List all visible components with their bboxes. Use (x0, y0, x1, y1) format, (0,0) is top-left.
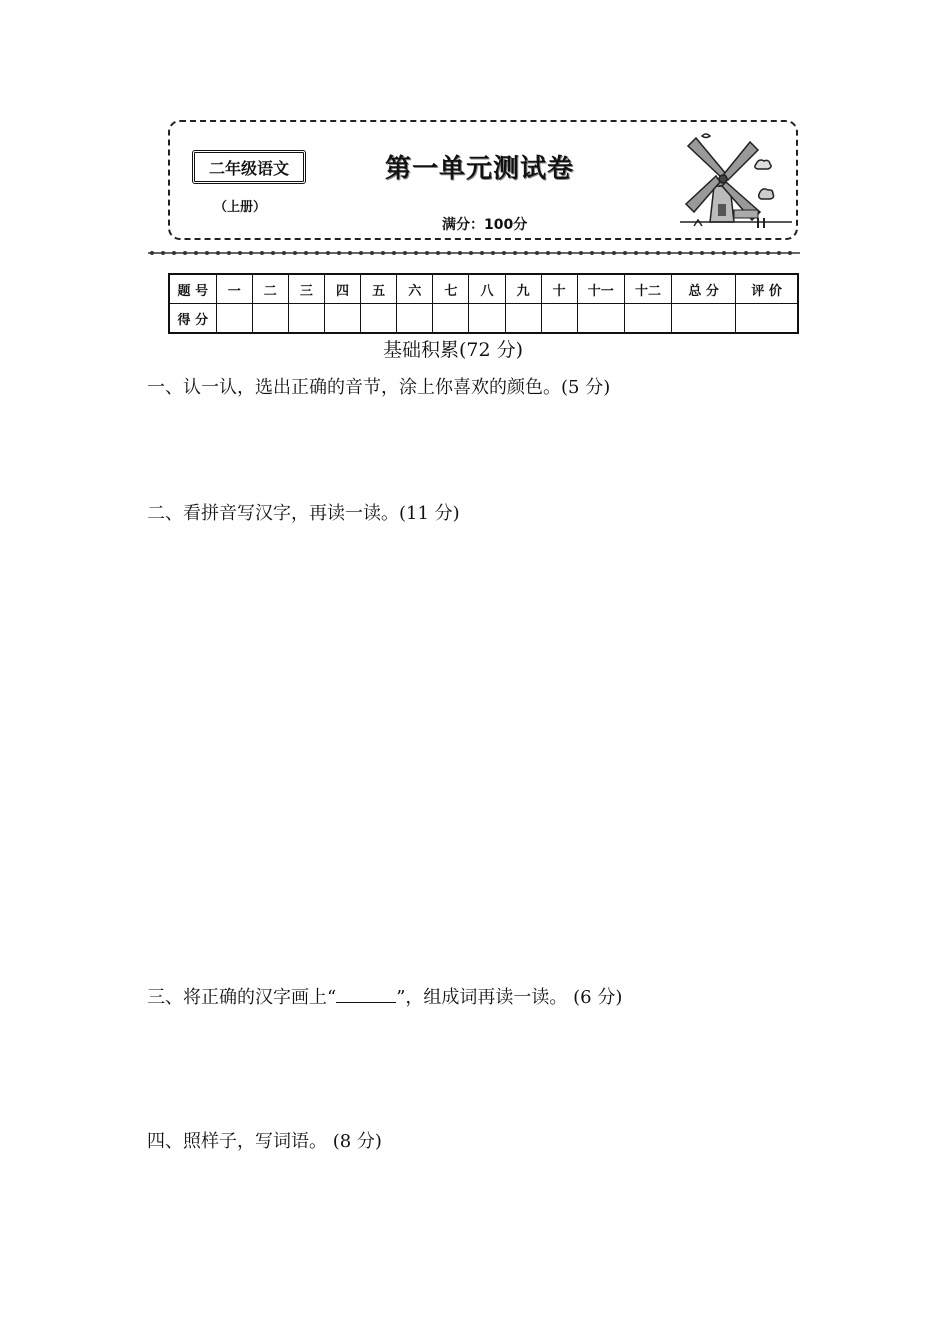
table-cell: 六 (397, 274, 433, 304)
score-input-cell[interactable] (469, 304, 505, 334)
table-cell: 五 (361, 274, 397, 304)
exam-title: 第一单元测试卷 (385, 154, 575, 184)
score-table (168, 273, 799, 334)
section-title: 基础积累(72 分) (383, 339, 524, 361)
table-cell: 七 (433, 274, 469, 304)
grade-badge: 二年级语文 (192, 150, 306, 184)
full-score: 满分：100分 (442, 217, 528, 233)
score-input-cell[interactable] (505, 304, 541, 334)
table-cell: 一 (216, 274, 252, 304)
score-input-cell[interactable] (624, 304, 671, 334)
question-3-text-after: ”，组成词再读一读。 (6 分) (396, 987, 623, 1008)
score-input-cell[interactable] (433, 304, 469, 334)
question-3-text-before: 三、将正确的汉字画上“ (147, 987, 337, 1008)
table-cell: 总 分 (672, 274, 736, 304)
exam-header (168, 120, 798, 240)
table-cell: 十二 (624, 274, 671, 304)
score-input-cell[interactable] (252, 304, 288, 334)
score-input-cell[interactable] (216, 304, 252, 334)
score-table-score-row (169, 304, 798, 334)
table-cell: 二 (252, 274, 288, 304)
score-table-header-row (169, 274, 798, 304)
score-input-cell[interactable] (736, 304, 798, 334)
table-cell: 评 价 (736, 274, 798, 304)
score-input-cell[interactable] (672, 304, 736, 334)
table-cell: 得 分 (169, 304, 216, 334)
score-input-cell[interactable] (288, 304, 324, 334)
windmill-icon (680, 124, 792, 236)
answer-blank (336, 988, 396, 1003)
score-input-cell[interactable] (324, 304, 360, 334)
table-cell: 三 (288, 274, 324, 304)
table-cell: 四 (324, 274, 360, 304)
question-2: 二、看拼音写汉字，再读一读。(11 分) (147, 503, 460, 524)
question-1: 一、认一认，选出正确的音节，涂上你喜欢的颜色。(5 分) (147, 377, 611, 398)
table-cell: 题 号 (169, 274, 216, 304)
score-input-cell[interactable] (541, 304, 577, 334)
table-cell: 九 (505, 274, 541, 304)
volume-label: （上册） (214, 200, 267, 215)
score-input-cell[interactable] (577, 304, 624, 334)
score-input-cell[interactable] (361, 304, 397, 334)
decorative-divider (148, 250, 800, 256)
question-4: 四、照样子，写词语。 (8 分) (147, 1131, 382, 1152)
score-input-cell[interactable] (397, 304, 433, 334)
table-cell: 八 (469, 274, 505, 304)
table-cell: 十一 (577, 274, 624, 304)
question-3 (147, 983, 622, 1009)
table-cell: 十 (541, 274, 577, 304)
